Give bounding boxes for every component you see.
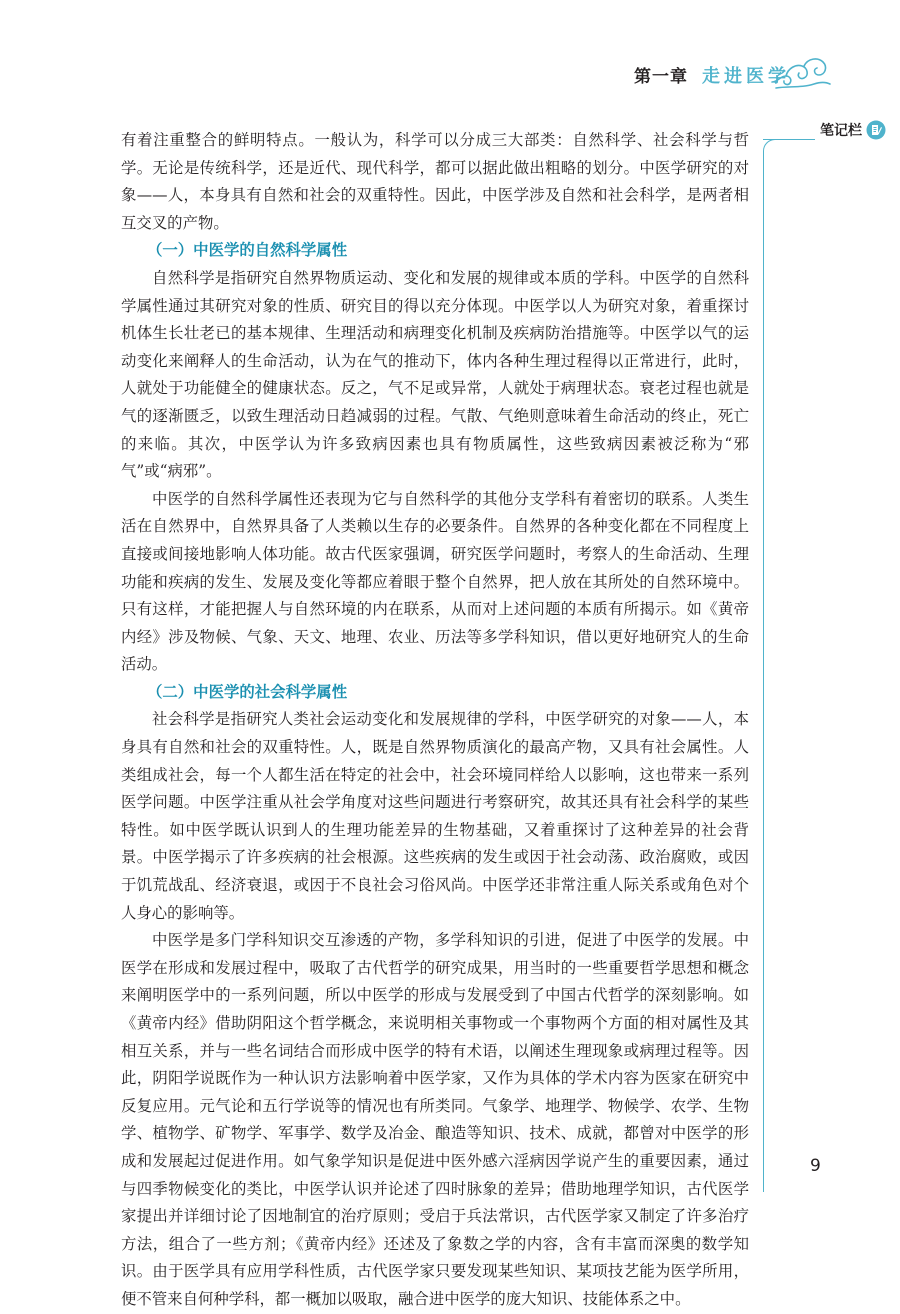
running-header: [634, 62, 790, 88]
paragraph: 中医学是多门学科知识交互渗透的产物，多学科知识的引进，促进了中医学的发展。中医学在形成和发展过程中，吸取了古代哲学的研究成果，用当时的一些重要哲学思想和概念来阐明医学中的一系列问题，所以中医学的形成与发展受到了中国古代哲学的深刻影响。如《黄帝内经》借助阴阳这个哲学概念，来说明相关事物或一个事物两个方面的相对属性及其相互关系，并与一些名词结合而形成中医学的特有术语，以阐述生理现象或病理过程等。因此，阴阳学说既作为一种认识方法影响着中医学家，又作为具体的学术内容为医家在研究中反复应用。元气论和五行学说等的情况也有所类同。气象学、地理学、物候学、农学、生物学、植物学、矿物学、军事学、数学及冶金、酿造等知识、技术、成就，都曾对中医学的形成和发展起过促进作用。如气象学知识是促进中医外感六淫病因学说产生的重要因素，通过与四季物候变化的类比，中医学认识并论述了四时脉象的差异；借助地理学知识，古代医学家提出并详细讨论了因地制宜的治疗原则；受启于兵法常识，古代医学家又制定了许多治疗方法，组合了一些方剂；《黄帝内经》还述及了象数之学的内容，含有丰富而深奥的数学知识。由于医学具有应用学科性质，古代医学家只要发现某些知识、某项技艺能为医学所用，便不管来自何种学科，都一概加以吸取，融合进中医学的庞大知识、技能体系之中。: [121, 931, 749, 1308]
section-heading-natural-science: （一）中医学的自然科学属性: [147, 241, 348, 260]
section-heading-social-science: （二）中医学的社会科学属性: [147, 682, 348, 701]
body-text: [121, 127, 749, 1314]
notes-column-tab: [820, 120, 886, 140]
cloud-ornament-icon: [768, 52, 834, 94]
paragraph: 社会科学是指研究人类社会运动变化和发展规律的学科，中医学研究的对象——人，本身具有自然和社会的双重特性。人，既是自然界物质演化的最高产物，又具有社会属性。人类组成社会，每一个人都生活在特定的社会中，社会环境同样给人以影响，这也带来一系列医学问题。中医学注重从社会学角度对这些问题进行考察研究，故其还具有社会科学的某些特性。如中医学既认识到人的生理功能差异的生物基础，又着重探讨了这种差异的社会背景。中医学揭示了许多疾病的社会根源。这些疾病的发生或因于社会动荡、政治腐败，或因于饥荒战乱、经济衰退，或因于不良社会习俗风尚。中医学还非常注重人际关系或角色对个人身心的影响等。: [121, 710, 749, 922]
paragraph: 有着注重整合的鲜明特点。一般认为，科学可以分成三大部类：自然科学、社会科学与哲学。无论是传统科学，还是近代、现代科学，都可以据此做出粗略的划分。中医学研究的对象——人，本身具有自然和社会的双重特性。因此，中医学涉及自然和社会科学，是两者相互交叉的产物。: [121, 131, 749, 232]
chapter-title: 走进医学: [702, 66, 790, 87]
chapter-label: 第一章: [634, 67, 688, 87]
notes-column-divider: [763, 152, 764, 1192]
paragraph: 中医学的自然科学属性还表现为它与自然科学的其他分支学科有着密切的联系。人类生活在自然界中，自然界具备了人类赖以生存的必要条件。自然界的各种变化都在不同程度上直接或间接地影响人体功能。故古代医家强调，研究医学问题时，考察人的生命活动、生理功能和疾病的发生、发展及变化等都应着眼于整个自然界，把人放在其所处的自然环境中。只有这样，才能把握人与自然环境的内在联系，从而对上述问题的本质有所揭示。如《黄帝内经》涉及物候、气象、天文、地理、农业、历法等多学科知识，借以更好地研究人的生命活动。: [121, 489, 749, 674]
notes-pencil-icon: [866, 120, 886, 140]
notes-label: 笔记栏: [820, 123, 862, 139]
notes-column-corner: [763, 139, 777, 153]
paragraph: 自然科学是指研究自然界物质运动、变化和发展的规律或本质的学科。中医学的自然科学属性通过其研究对象的性质、研究目的得以充分体现。中医学以人为研究对象，着重探讨机体生长壮老已的基本规律、生理活动和病理变化机制及疾病防治措施等。中医学以气的运动变化来阐释人的生命活动，认为在气的推动下，体内各种生理过程得以正常进行，此时，人就处于功能健全的健康状态。反之，气不足或异常，人就处于病理状态。衰老过程也就是气的逐渐匮乏，以致生理活动日趋减弱的过程。气散、气绝则意味着生命活动的终止，死亡的来临。其次，中医学认为许多致病因素也具有物质属性，这些致病因素被泛称为“邪气”或“病邪”。: [121, 268, 749, 481]
page-number: 9: [810, 1156, 821, 1176]
